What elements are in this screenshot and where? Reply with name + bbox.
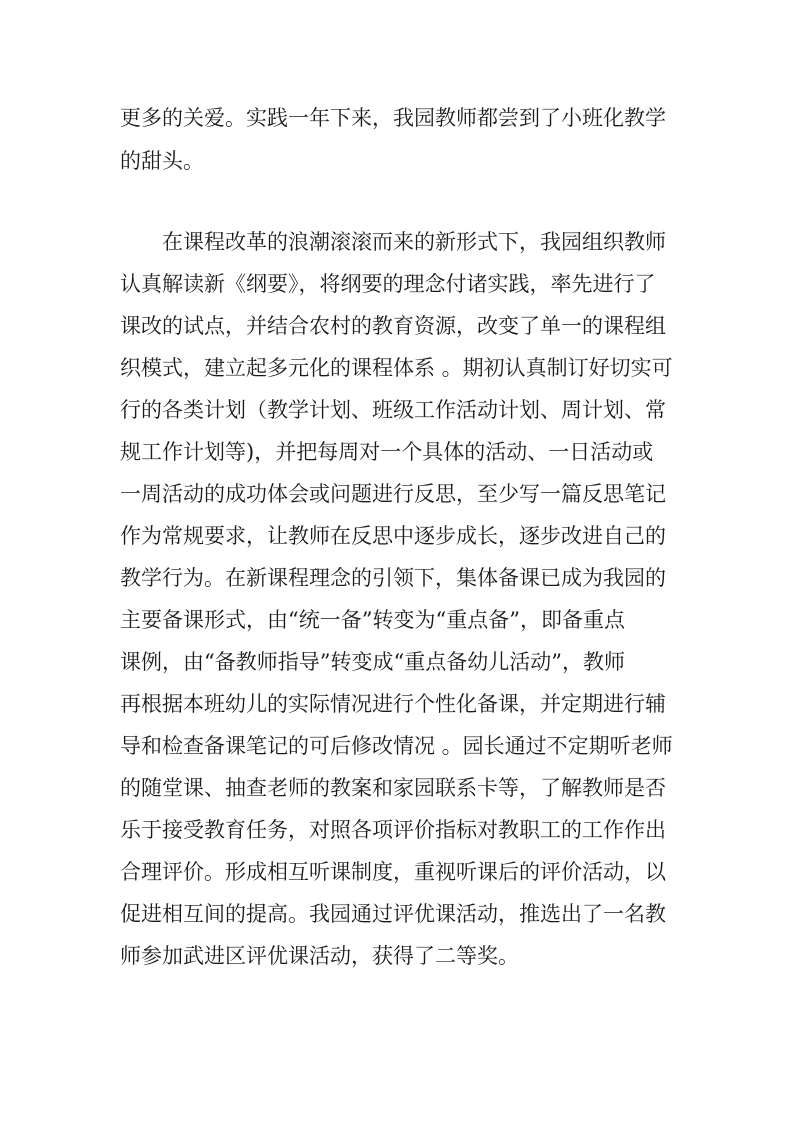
text-line: 乐于接受教育任务，对照各项评价指标对教职工的工作作出 (120, 818, 666, 842)
text-line: 的甜头。 (120, 149, 204, 173)
text-line: 在课程改革的浪潮滚滚而来的新形式下，我园组织教师 (162, 230, 666, 254)
text-line: 一周活动的成功体会或问题进行反思，至少写一篇反思笔记 (120, 482, 666, 506)
text-line: 行的各类计划（教学计划、班级工作活动计划、周计划、常 (120, 398, 666, 422)
text-line: 主要备课形式，由“统一备”转变为“重点备”，即备重点 (120, 608, 625, 632)
text-line: 教学行为。在新课程理念的引领下，集体备课已成为我园的 (120, 566, 666, 590)
text-line: 促进相互间的提高。我园通过评优课活动，推选出了一名教 (120, 902, 666, 926)
text-line: 课例，由“备教师指导”转变成“重点备幼儿活动”，教师 (120, 650, 625, 674)
text-line: 织模式，建立起多元化的课程体系 。期初认真制订好切实可 (120, 356, 673, 380)
text-line: 更多的关爱。实践一年下来，我园教师都尝到了小班化教学 (120, 106, 666, 130)
text-line: 作为常规要求，让教师在反思中逐步成长，逐步改进自己的 (120, 524, 666, 548)
text-line: 认真解读新《纲要》，将纲要的理念付诸实践，率先进行了 (120, 272, 656, 296)
text-line: 导和检查备课笔记的可后修改情况 。园长通过不定期听老师 (120, 734, 673, 758)
text-line: 再根据本班幼儿的实际情况进行个性化备课，并定期进行辅 (120, 692, 666, 716)
text-line: 合理评价。形成相互听课制度，重视听课后的评价活动，以 (120, 860, 666, 884)
text-line: 规工作计划等)，并把每周对一个具体的活动、一日活动或 (120, 440, 654, 464)
text-line: 的随堂课、抽查老师的教案和家园联系卡等，了解教师是否 (120, 776, 666, 800)
text-line: 课改的试点，并结合农村的教育资源，改变了单一的课程组 (120, 314, 666, 338)
text-line: 师参加武进区评优课活动，获得了二等奖。 (120, 944, 519, 968)
